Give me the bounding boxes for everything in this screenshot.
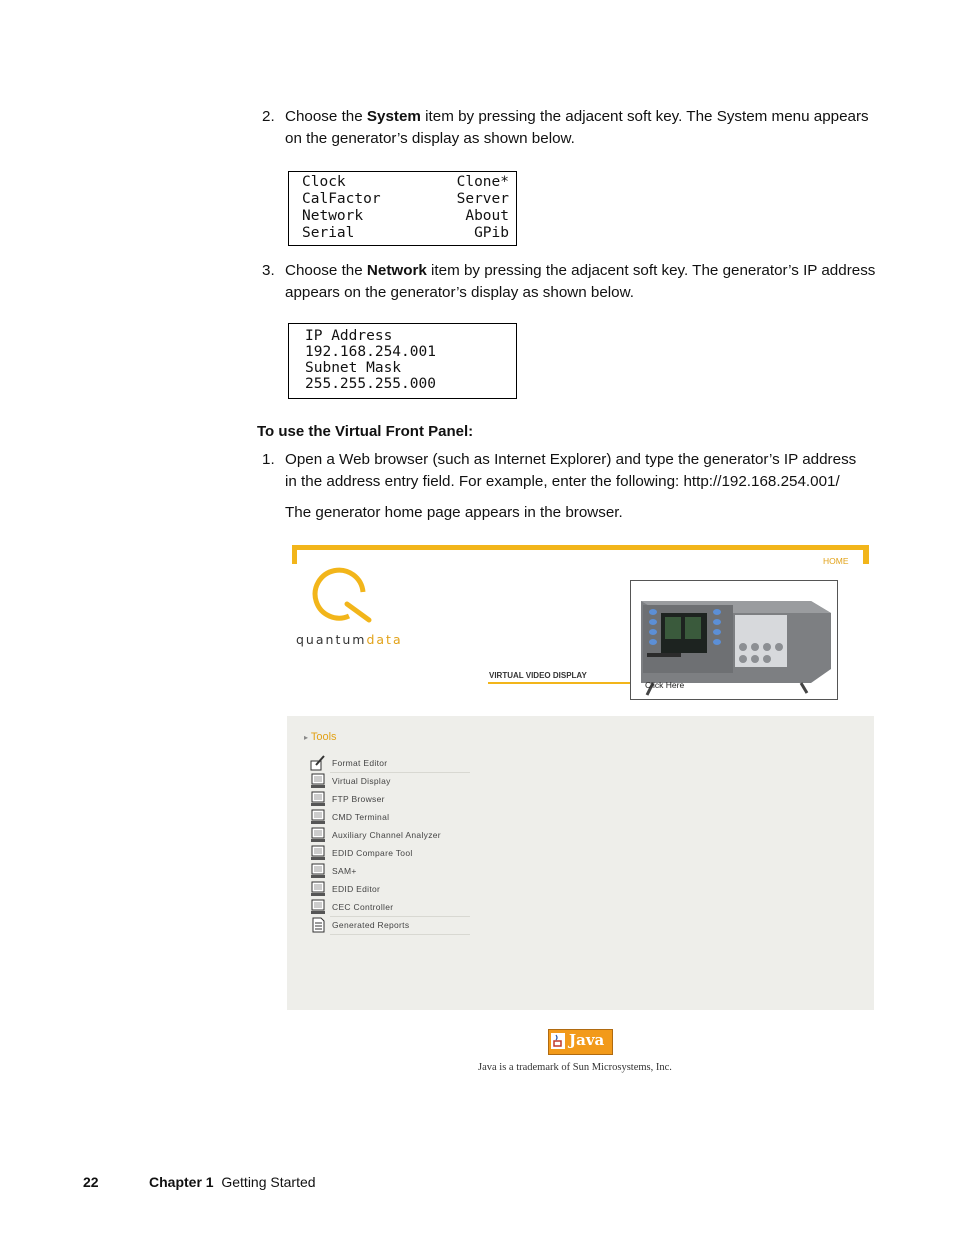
step-1-line-1: Open a Web browser (such as Internet Explorer) and type the generator’s IP address xyxy=(285,451,857,468)
step-1-line-2: in the address entry field. For example, enter the following: http://192.168.254.001/ xyxy=(285,473,840,490)
step-1-followup: The generator home page appears in the browser. xyxy=(285,504,623,521)
tool-label: EDID Editor xyxy=(332,884,381,894)
tool-divider xyxy=(330,916,470,917)
computer-icon xyxy=(310,899,326,915)
step-3-text-a: Choose the xyxy=(285,262,367,279)
tool-label: SAM+ xyxy=(332,866,357,876)
system-menu-row xyxy=(302,225,509,242)
step-2-number: 2. xyxy=(262,108,275,125)
step-2-bold: System xyxy=(366,108,421,125)
subnet-mask-value: 255.255.255.000 xyxy=(305,376,436,392)
menu-item-network: Network xyxy=(302,208,364,224)
computer-icon xyxy=(310,881,326,897)
step-1-number: 1. xyxy=(262,451,275,468)
menu-item-clone: Clone* xyxy=(456,174,509,190)
computer-icon xyxy=(310,773,326,789)
tool-label: Format Editor xyxy=(332,758,388,768)
tool-label: EDID Compare Tool xyxy=(332,848,413,858)
step-1-text xyxy=(285,449,895,493)
logo-wordmark xyxy=(296,632,403,647)
step-2-text-c: on the generator’s display as shown below. xyxy=(285,130,575,147)
tools-panel xyxy=(287,716,874,1010)
step-2-text xyxy=(285,106,885,150)
menu-item-server: Server xyxy=(456,191,509,207)
tool-ftp-browser[interactable] xyxy=(310,790,385,808)
step-3-text-b: item by pressing the adjacent soft key. The generator’s IP address xyxy=(426,262,876,279)
system-menu-row xyxy=(302,208,509,225)
java-badge-label: Java xyxy=(569,1031,605,1049)
chapter-title: Getting Started xyxy=(221,1174,316,1190)
step-3-bold: Network xyxy=(366,262,427,279)
tool-edid-editor[interactable] xyxy=(310,880,380,898)
tools-arrow-icon: ▸ xyxy=(304,733,309,742)
step-3-text xyxy=(285,260,885,304)
virtual-video-label: VIRTUAL VIDEO DISPLAY xyxy=(489,671,587,680)
tool-divider xyxy=(330,772,470,773)
tool-divider xyxy=(330,934,470,935)
computer-icon xyxy=(310,827,326,843)
ip-address-value: 192.168.254.001 xyxy=(305,344,436,360)
edit-icon xyxy=(310,755,326,771)
quantumdata-logo-icon xyxy=(311,564,375,624)
tool-aux-channel-analyzer[interactable] xyxy=(310,826,441,844)
computer-icon xyxy=(310,863,326,879)
menu-item-clock: Clock xyxy=(302,174,346,190)
tool-edid-compare[interactable] xyxy=(310,844,413,862)
tool-sam-plus[interactable] xyxy=(310,862,357,880)
tool-label: CEC Controller xyxy=(332,902,394,912)
tools-heading[interactable] xyxy=(304,731,337,743)
step-3-text-c: appears on the generator’s display as shown below. xyxy=(285,284,634,301)
header-gold-bar xyxy=(292,545,869,550)
homepage-screenshot xyxy=(287,540,874,1010)
tool-label: Virtual Display xyxy=(332,776,391,786)
chapter-label: Chapter 1 xyxy=(149,1174,214,1190)
java-badge xyxy=(548,1029,613,1055)
system-menu-row xyxy=(302,174,509,191)
tool-cmd-terminal[interactable] xyxy=(310,808,389,826)
tool-label: FTP Browser xyxy=(332,794,385,804)
computer-icon xyxy=(310,809,326,825)
java-cup-icon xyxy=(551,1033,565,1049)
tools-heading-label: Tools xyxy=(310,731,337,743)
computer-icon xyxy=(310,791,326,807)
system-menu-display xyxy=(288,171,517,246)
menu-item-serial: Serial xyxy=(302,225,355,241)
step-3-number: 3. xyxy=(262,262,275,279)
step-2-text-b: item by pressing the adjacent soft key. The System menu appears xyxy=(420,108,869,125)
generator-image-link[interactable] xyxy=(630,580,838,700)
running-footer xyxy=(149,1174,316,1190)
document-icon xyxy=(310,917,326,933)
subnet-mask-label: Subnet Mask xyxy=(305,360,402,376)
click-here-label: Click Here xyxy=(645,680,685,690)
tool-label: Generated Reports xyxy=(332,920,410,930)
tool-virtual-display[interactable] xyxy=(310,772,391,790)
java-trademark: Java is a trademark of Sun Microsystems, Inc. xyxy=(478,1062,672,1073)
system-menu-row xyxy=(302,191,509,208)
tool-format-editor[interactable] xyxy=(310,754,387,772)
menu-item-gpib: GPib xyxy=(474,225,509,241)
tool-cec-controller[interactable] xyxy=(310,898,393,916)
menu-item-calfactor: CalFactor xyxy=(302,191,381,207)
tools-list xyxy=(310,754,730,944)
logo-wordmark-data: data xyxy=(366,632,403,647)
computer-icon xyxy=(310,845,326,861)
header-gold-left xyxy=(292,545,297,564)
network-display xyxy=(288,323,517,399)
tool-generated-reports[interactable] xyxy=(310,916,409,934)
logo-wordmark-quantum: quantum xyxy=(296,632,367,647)
menu-item-about: About xyxy=(465,208,509,224)
page-number: 22 xyxy=(83,1174,99,1190)
tool-label: Auxiliary Channel Analyzer xyxy=(332,830,441,840)
virtual-video-underline xyxy=(488,682,630,684)
ip-address-label: IP Address xyxy=(305,328,393,344)
home-link[interactable]: HOME xyxy=(823,556,849,566)
header-gold-right xyxy=(863,545,869,564)
tool-label: CMD Terminal xyxy=(332,812,390,822)
step-2-text-a: Choose the xyxy=(285,108,367,125)
vfp-heading: To use the Virtual Front Panel: xyxy=(257,423,474,440)
